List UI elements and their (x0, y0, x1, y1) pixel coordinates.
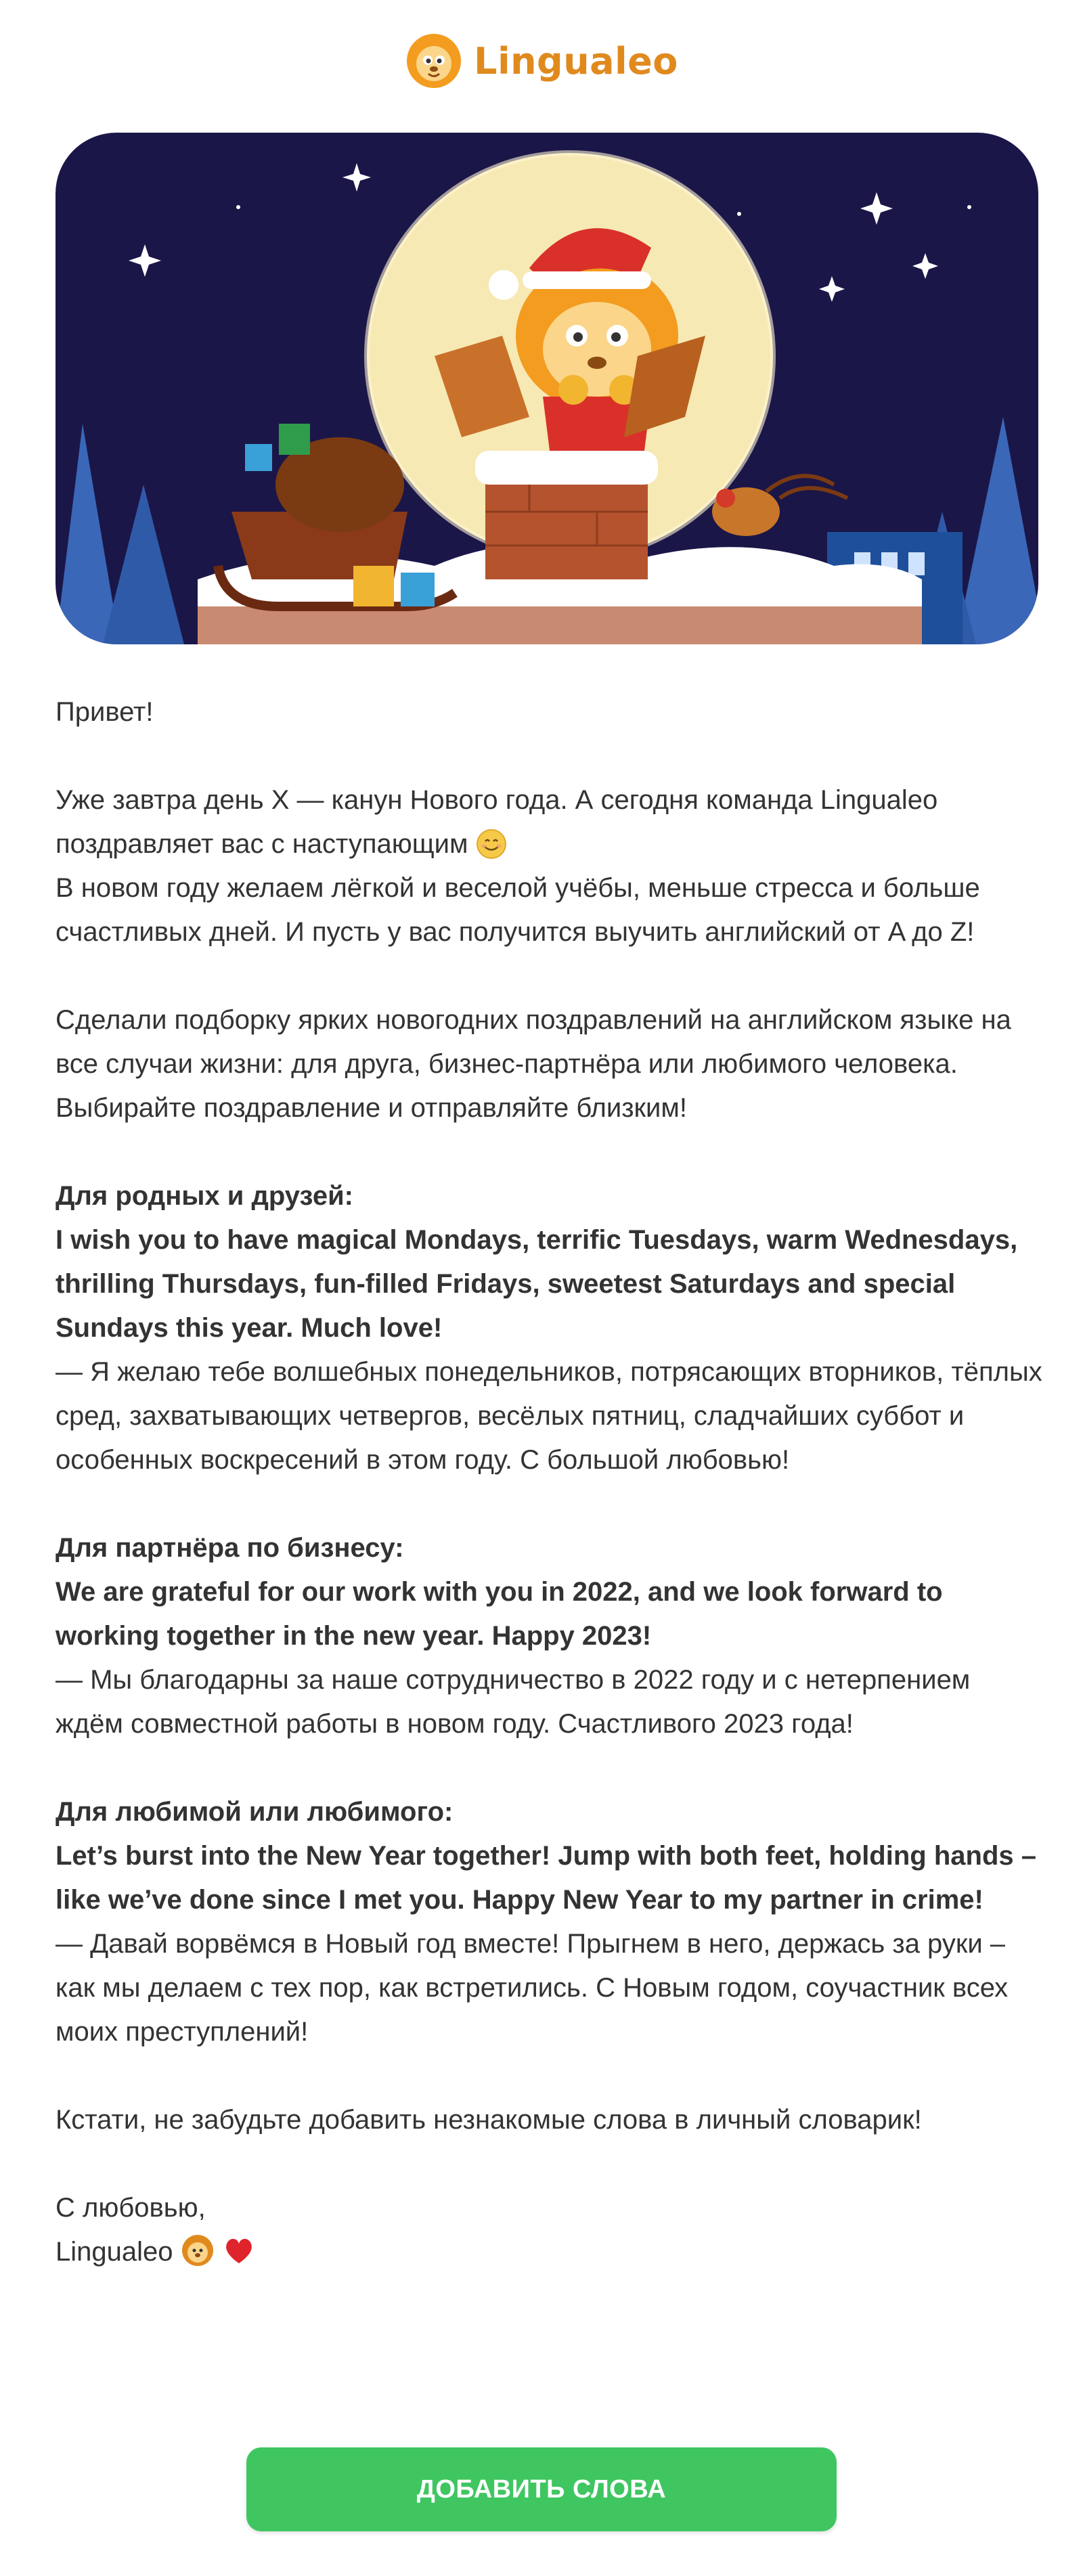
add-words-button[interactable]: ДОБАВИТЬ СЛОВА (246, 2447, 837, 2531)
signoff-line-2 (56, 2230, 1044, 2274)
greeting-heading: Для любимой или любимого: (56, 1797, 454, 1827)
heart-icon (222, 2234, 256, 2267)
intro-text (56, 778, 1044, 954)
greeting-english: We are grateful for our work with you in 2022, and we look forward to working together in the new year. Happy 2023! (56, 1577, 943, 1651)
brand-name: Lingualeo (474, 39, 678, 83)
header (0, 27, 1083, 95)
greeting-heading: Для партнёра по бизнесу: (56, 1533, 404, 1563)
greeting-english: Let’s burst into the New Year together! Jump with both feet, holding hands – like we’ve done since I met you. Happy New Year to my partner in crime! (56, 1841, 1036, 1915)
reminder-text: Кстати, не забудьте добавить незнакомые слова в личный словарик! (56, 2105, 922, 2135)
signoff-line-1: С любовью, (56, 2193, 206, 2223)
greeting-heading: Для родных и друзей: (56, 1181, 353, 1211)
brand-logo[interactable] (405, 32, 678, 90)
greeting-english: I wish you to have magical Mondays, terrific Tuesdays, warm Wednesdays, thrilling Thursdays, fun-filled Fridays, sweetest Saturdays and special Sundays this year. Much love! (56, 1225, 1018, 1343)
greeting: Привет! (56, 697, 154, 727)
email-body (56, 690, 1044, 2274)
lion-santa-illustration (56, 133, 1038, 644)
intro-line-2: В новом году желаем лёгкой и веселой учёбы, меньше стресса и больше счастливых дней. И пусть у вас получится выучить английский от A до Z! (56, 873, 980, 947)
intro-line-1: Уже завтра день X — канун Нового года. А сегодня команда Lingualeo поздравляет вас с наступающим (56, 785, 938, 859)
signoff-brand: Lingualeo (56, 2237, 173, 2267)
smiling-face-icon (476, 828, 507, 860)
greeting-russian: — Давай ворвёмся в Новый год вместе! Прыгнем в него, держась за руки – как мы делаем с тех пор, как встретились. С Новым годом, соучастник всех моих преступлений! (56, 1929, 1009, 2047)
greeting-russian: — Мы благодарны за наше сотрудничество в 2022 году и с нетерпением ждём совместной работы в новом году. Счастливого 2023 года! (56, 1665, 971, 1739)
cta-wrapper (0, 2447, 1083, 2531)
greeting-russian: — Я желаю тебе волшебных понедельников, потрясающих вторников, тёплых сред, захватывающих четвергов, весёлых пятниц, сладчайших суббот и особенных воскресений в этом году. С большой любовью! (56, 1357, 1042, 1475)
lion-logo-icon (405, 32, 463, 90)
hero-banner (56, 133, 1038, 644)
greeting-block-love (56, 1790, 1044, 2054)
selection-text: Сделали подборку ярких новогодних поздравлений на английском языке на все случаи жизни: для друга, бизнес-партнёра или любимого человека. Выбирайте поздравление и отправляйте близким! (56, 1005, 1011, 1123)
greeting-block-family (56, 1174, 1044, 1482)
lion-face-icon (181, 2234, 215, 2267)
greeting-block-business (56, 1526, 1044, 1746)
